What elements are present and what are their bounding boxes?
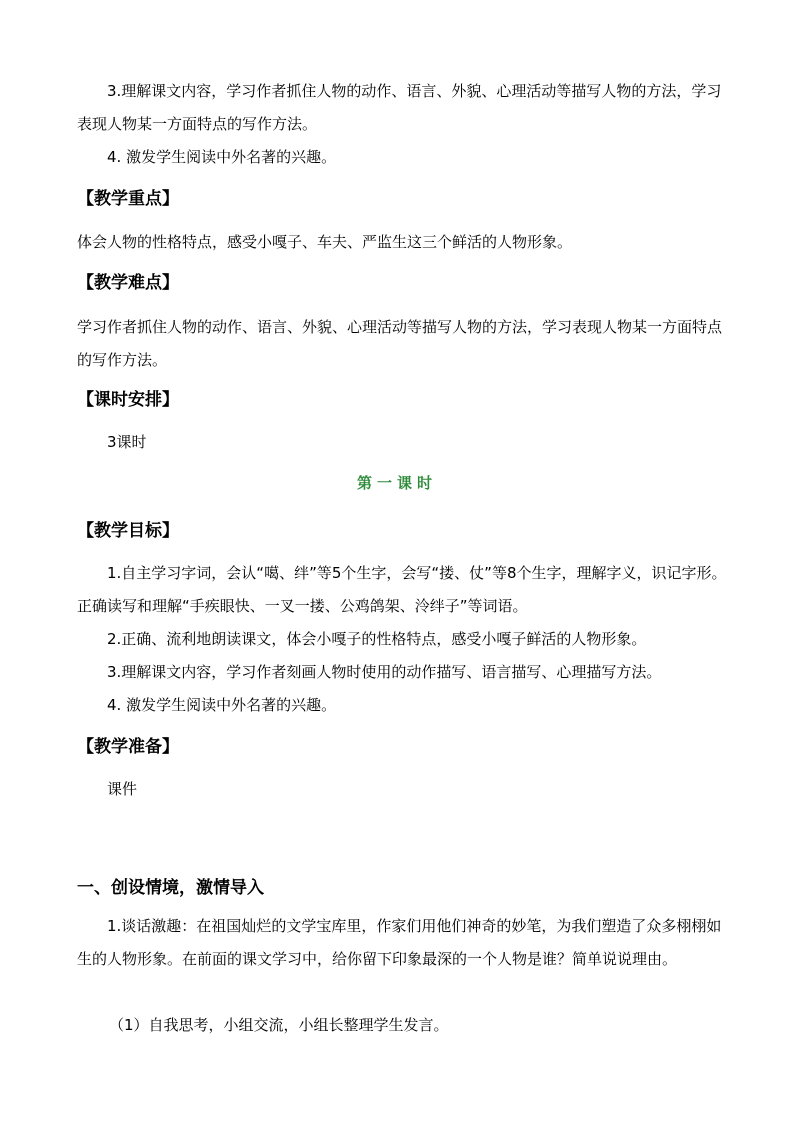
schedule-heading: 【课时安排】 <box>77 390 179 410</box>
section-1-subitem: （1）自我思考，小组交流，小组长整理学生发言。 <box>109 1016 449 1034</box>
lesson-goal-2: 2.正确、流利地朗读课文，体会小嘎子的性格特点，感受小嘎子鲜活的人物形象。 <box>107 630 647 648</box>
lesson-goal-3: 3.理解课文内容，学习作者刻画人物时使用的动作描写、语言描写、心理描写方法。 <box>107 663 662 681</box>
schedule-text: 3课时 <box>107 433 147 451</box>
difficulties-text: 学习作者抓住人物的动作、语言、外貌、心理活动等描写人物的方法，学习表现人物某一方面特点的写作方法。 <box>77 318 723 369</box>
section-1-heading: 一、创设情境，激情导入 <box>77 878 264 898</box>
key-points-heading: 【教学重点】 <box>77 189 179 209</box>
lesson-title: 第一课时 <box>356 474 437 492</box>
lesson-goal-4: 4. 激发学生阅读中外名著的兴趣。 <box>107 696 337 714</box>
goal-item-3: 3.理解课文内容，学习作者抓住人物的动作、语言、外貌、心理活动等描写人物的方法，学习表现人物某一方面特点的写作方法。 <box>77 82 722 133</box>
lesson-goal-1: 1.自主学习字词，会认“噶、绊”等5个生字，会写“搂、仗”等8个生字，理解字义，识记字形。正确读写和理解“手疾眼快、一叉一搂、公鸡鸽架、泠绊子”等词语。 <box>77 564 727 615</box>
lesson-goals-heading: 【教学目标】 <box>77 521 179 541</box>
section-1-paragraph: 1.谈话激趣：在祖国灿烂的文学宝库里，作家们用他们神奇的妙笔，为我们塑造了众多栩栩如生的人物形象。在前面的课文学习中，给你留下印象最深的一个人物是谁？简单说说理由。 <box>77 917 722 968</box>
difficulties-heading: 【教学难点】 <box>77 273 179 293</box>
preparation-heading: 【教学准备】 <box>77 737 179 757</box>
preparation-text: 课件 <box>107 780 138 798</box>
goal-item-4: 4. 激发学生阅读中外名著的兴趣。 <box>107 148 337 166</box>
key-points-text: 体会人物的性格特点，感受小嘎子、车夫、严监生这三个鲜活的人物形象。 <box>77 233 573 251</box>
